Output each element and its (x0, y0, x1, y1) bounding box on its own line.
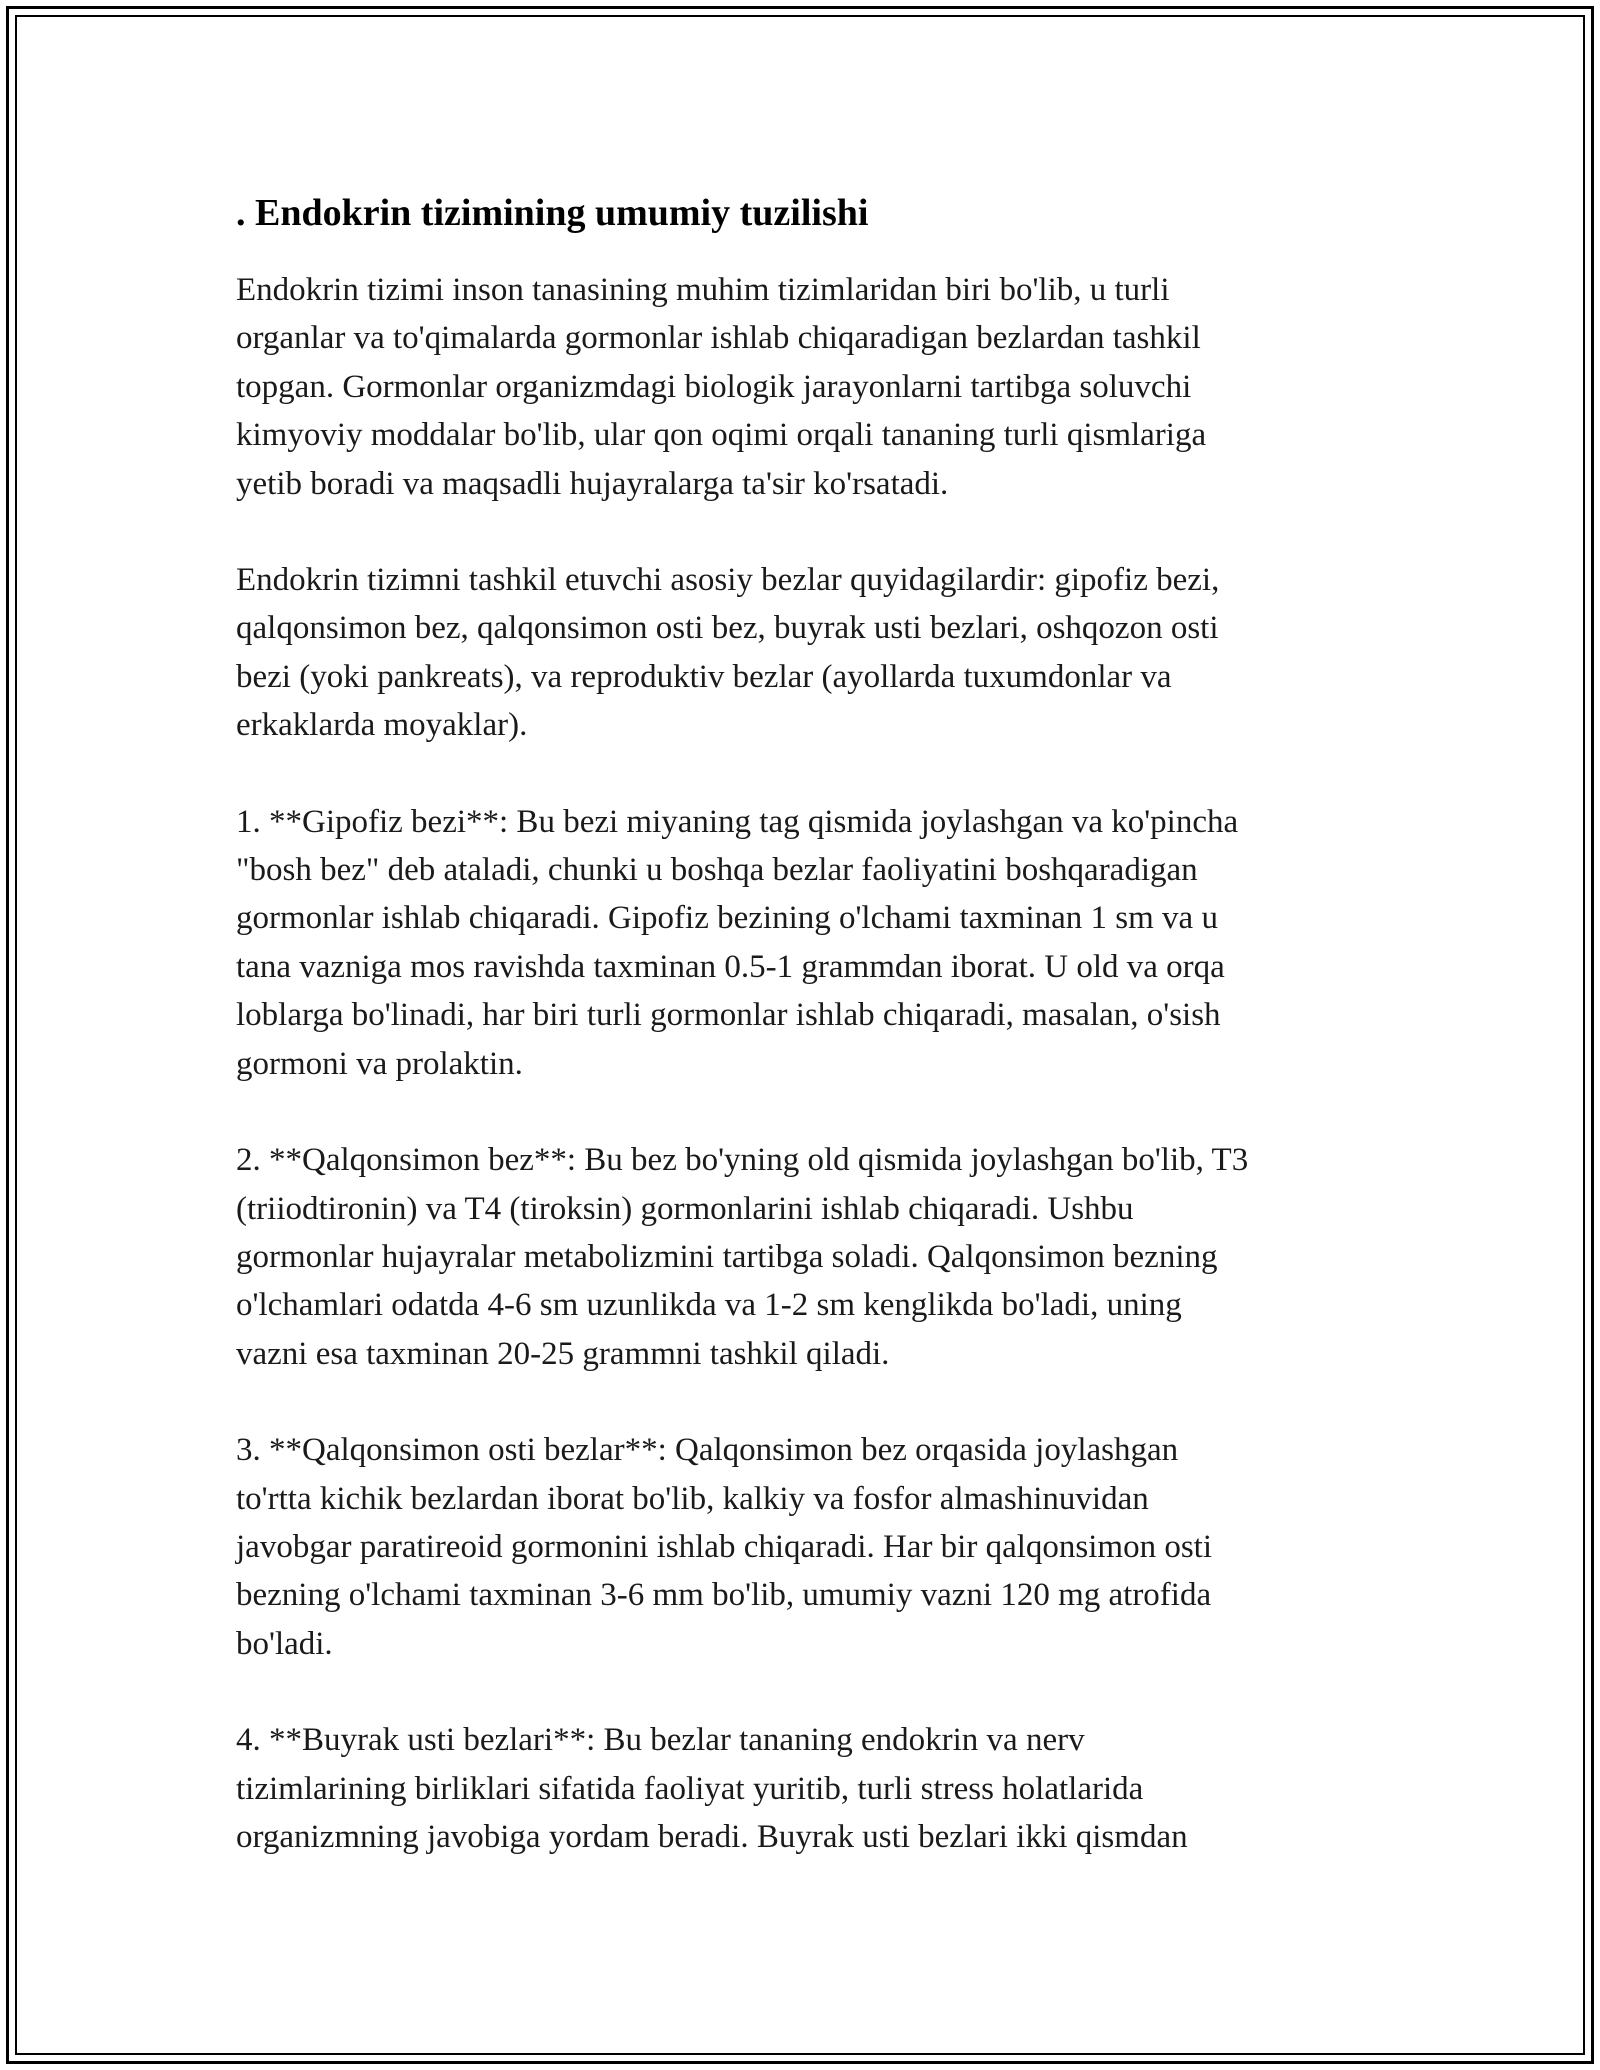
paragraph-adrenal: 4. **Buyrak usti bezlari**: Bu bezlar tananing endokrin va nerv tizimlarining birliklari sifatida faoliyat yuritib, turli stress holatlarida organizmning javobiga yordam beradi. Buyrak usti bezlari ikki qismdan (236, 1722, 1188, 1855)
document-title: . Endokrin tizimining umumiy tuzilishi (236, 192, 869, 234)
paragraph-thyroid: 2. **Qalqonsimon bez**: Bu bez bo'yning old qismida joylashgan bo'lib, T3 (triiodtironin) va T4 (tiroksin) gormonlarini ishlab chiqaradi. Ushbu gormonlar hujayralar metabolizmini tartibga soladi. Qalqonsimon bezning o'lchamlari odatda 4-6 sm uzunlikda va 1-2 sm kenglikda bo'ladi, uning vazni esa taxminan 20-25 grammni tashkil qiladi. (236, 1142, 1249, 1372)
paragraph-pituitary: 1. **Gipofiz bezi**: Bu bezi miyaning tag qismida joylashgan va ko'pincha "bosh bez" deb ataladi, chunki u boshqa bezlar faoliyatini boshqaradigan gormonlar ishlab chiqaradi. Gipofiz bezining o'lchami taxminan 1 sm va u tana vazniga mos ravishda taxminan 0.5-1 grammdan iborat. U old va orqa loblarga bo'linadi, har biri turli gormonlar ishlab chiqaradi, masalan, o'sish gormoni va prolaktin. (236, 803, 1239, 1082)
paragraph-intro: Endokrin tizimi inson tanasining muhim tizimlaridan biri bo'lib, u turli organlar va to'qimalarda gormonlar ishlab chiqaradigan bezlardan tashkil topgan. Gormonlar organizmdagi biologik jarayonlarni tartibga soluvchi kimyoviy moddalar bo'lib, ular qon oqimi orqali tananing turli qismlariga yetib boradi va maqsadli hujayralarga ta'sir ko'rsatadi. (236, 272, 1207, 502)
paragraph-glands-list: Endokrin tizimni tashkil etuvchi asosiy bezlar quyidagilardir: gipofiz bezi, qalqonsimon bez, qalqonsimon osti bez, buyrak usti bezlari, oshqozon osti bezi (yoki pankreats), va reproduktiv bezlar (ayollarda tuxumdonlar va erkaklarda moyaklar). (236, 562, 1220, 744)
paragraph-parathyroid: 3. **Qalqonsimon osti bezlar**: Qalqonsimon bez orqasida joylashgan to'rtta kichik bezlardan iborat bo'lib, kalkiy va fosfor almashinuvidan javobgar paratireoid gormonini ishlab chiqaradi. Har bir qalqonsimon osti bezning o'lchami taxminan 3-6 mm bo'lib, umumiy vazni 120 mg atrofida bo'ladi. (236, 1432, 1213, 1662)
document-page (236, 186, 1386, 1909)
